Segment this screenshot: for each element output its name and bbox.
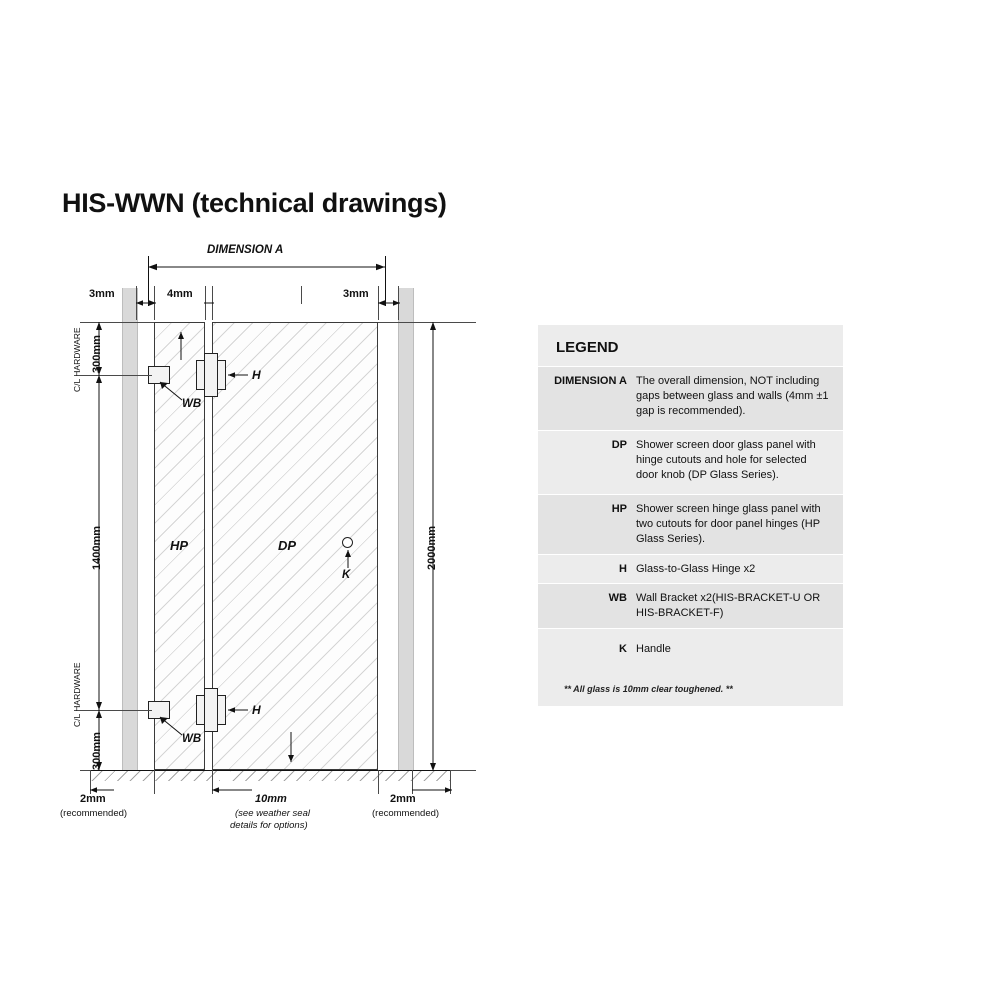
dim-300-top-label: 300mm bbox=[91, 335, 103, 373]
panel-hp-label: HP bbox=[170, 538, 189, 553]
gap-right-wall-label: 3mm bbox=[343, 288, 369, 300]
dim-2000-label: 2000mm bbox=[426, 525, 438, 570]
dim-2000-ext-top bbox=[378, 322, 476, 323]
panel-dp-label: DP bbox=[278, 538, 297, 553]
legend-key: WB bbox=[608, 592, 627, 605]
cl-hardware-bottom-label: C/L HARDWARE bbox=[72, 662, 82, 727]
floor-tick-4 bbox=[378, 770, 379, 794]
hinge-bottom-label: H bbox=[252, 703, 261, 717]
gap-left-arrow bbox=[134, 298, 158, 308]
legend-key: HP bbox=[611, 503, 627, 515]
legend-key: K bbox=[619, 643, 627, 656]
floor-center-note-2: details for options) bbox=[230, 820, 308, 831]
panel-bottom-arrow bbox=[288, 730, 296, 766]
floor-center-note-1: (see weather seal bbox=[235, 808, 310, 819]
hinge-top-label: H bbox=[252, 368, 261, 382]
legend-desc: Handle bbox=[636, 643, 671, 656]
legend-title: LEGEND bbox=[556, 339, 619, 356]
floor-center-value: 10mm bbox=[255, 793, 287, 805]
floor-left-value: 2mm bbox=[80, 793, 106, 805]
floor-hatch-left bbox=[90, 771, 220, 781]
legend-desc: Wall Bracket x2(HIS-BRACKET-U OR HIS-BRACKET-F) bbox=[636, 592, 821, 620]
legend-desc: The overall dimension, NOT including gaps between glass and walls (4mm ±1 gap is recommended). bbox=[636, 375, 829, 417]
hinge-top-inner bbox=[204, 353, 218, 397]
floor-right-value: 2mm bbox=[390, 793, 416, 805]
handle-leader bbox=[346, 548, 352, 570]
wall-bracket-bottom-label: WB bbox=[182, 733, 202, 745]
gap-between-panels-label: 4mm bbox=[167, 288, 193, 300]
panel-top-arrow bbox=[178, 330, 186, 362]
legend-key: DP bbox=[611, 439, 627, 451]
wall-left bbox=[122, 288, 138, 770]
legend-row-wb bbox=[538, 583, 843, 628]
legend-row-dp bbox=[538, 430, 843, 494]
handle-knob-icon bbox=[342, 537, 353, 548]
hinge-top-leader bbox=[226, 370, 252, 380]
legend-row-k bbox=[538, 628, 843, 670]
legend-key: H bbox=[619, 562, 627, 575]
page-title: HIS-WWN (technical drawings) bbox=[62, 188, 447, 218]
gap-center-arrow bbox=[203, 298, 217, 308]
dim-a-arrow bbox=[146, 262, 388, 272]
wall-bracket-top-label: WB bbox=[182, 398, 202, 410]
dim-ext-cl-top bbox=[80, 375, 152, 376]
legend-row-dimension-a bbox=[538, 366, 843, 430]
technical-drawing bbox=[60, 240, 490, 840]
gap-right-arrow bbox=[376, 298, 402, 308]
handle-label: K bbox=[342, 569, 351, 581]
hinge-bottom-inner bbox=[204, 688, 218, 732]
floor-left-note: (recommended) bbox=[60, 808, 128, 819]
dim-ext-cl-bottom bbox=[80, 710, 152, 711]
dimension-a-label: DIMENSION A bbox=[207, 244, 284, 256]
dim-1400-label: 1400mm bbox=[91, 525, 103, 570]
floor-tick-2 bbox=[154, 770, 155, 794]
legend-panel bbox=[538, 325, 843, 706]
legend-row-hp bbox=[538, 494, 843, 554]
legend-desc: Shower screen hinge glass panel with two cutouts for door panel hinges (HP Glass Series). bbox=[636, 503, 821, 545]
floor-right-arrow bbox=[410, 785, 454, 795]
floor-center-arrow bbox=[210, 785, 254, 795]
legend-desc: Shower screen door glass panel with hinge cutouts and hole for selected door knob (DP Glass Series). bbox=[636, 439, 816, 481]
gap-left-wall-label: 3mm bbox=[89, 288, 115, 300]
legend-key: DIMENSION A bbox=[554, 375, 627, 387]
legend-row-h bbox=[538, 554, 843, 584]
wall-right bbox=[398, 288, 414, 770]
floor-right-note: (recommended) bbox=[372, 808, 440, 819]
hinge-bottom-leader bbox=[226, 705, 252, 715]
legend-footnote: ** All glass is 10mm clear toughened. ** bbox=[564, 684, 733, 695]
dim-ext-top bbox=[80, 322, 154, 323]
floor-hatch-right bbox=[230, 771, 450, 781]
cl-hardware-top-label: C/L HARDWARE bbox=[72, 327, 82, 392]
legend-desc: Glass-to-Glass Hinge x2 bbox=[636, 562, 756, 575]
dim-300-bottom-label: 300mm bbox=[91, 732, 103, 770]
gap-tick-5 bbox=[301, 286, 302, 304]
